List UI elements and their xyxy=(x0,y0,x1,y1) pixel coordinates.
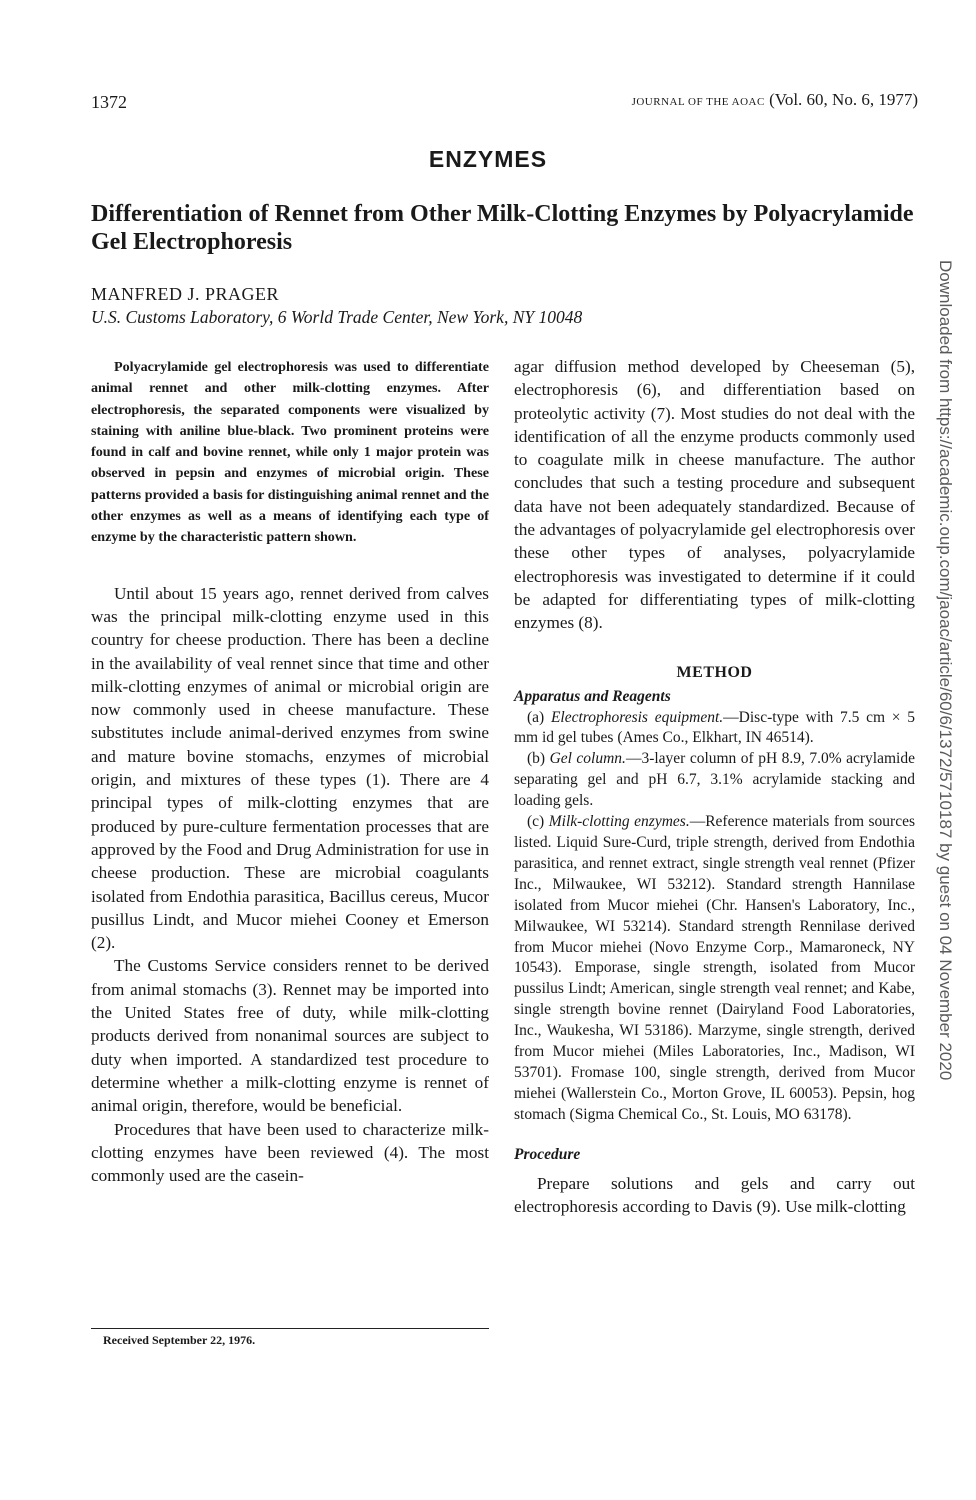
author-affiliation: U.S. Customs Laboratory, 6 World Trade Center, New York, NY 10048 xyxy=(91,307,583,327)
reagent-item xyxy=(514,749,915,812)
body-paragraph: The Customs Service considers rennet to be derived from animal stomachs (3). Rennet may be imported into the United States free of duty, while milk-clotting products derived from nonanimal sources are subject to duty when imported. A standardized test procedure to determine whether a milk-clotting enzyme is rennet of animal origin, therefore, would be beneficial. xyxy=(91,956,489,1116)
article-title: Differentiation of Rennet from Other Milk-Clotting Enzymes by Polyacrylamide Gel Electrophoresis xyxy=(91,201,914,255)
download-watermark xyxy=(935,260,955,1160)
item-label: (b) xyxy=(527,750,550,768)
reagent-item xyxy=(514,708,915,750)
item-label: (a) xyxy=(527,708,551,726)
apparatus-subheading: Apparatus and Reagents xyxy=(514,687,671,705)
volume-info: (Vol. 60, No. 6, 1977) xyxy=(769,90,918,109)
section-heading: ENZYMES xyxy=(428,146,548,172)
journal-name: JOURNAL OF THE AOAC xyxy=(631,96,765,108)
author-name: MANFRED J. PRAGER xyxy=(91,284,280,304)
procedure-paragraph: Prepare solutions and gels and carry out electrophoresis according to Davis (9). Use milk-clotting xyxy=(514,1173,915,1216)
body-paragraph: agar diffusion method developed by Cheeseman (5), electrophoresis (6), and differentiation based on proteolytic activity (7). Most studies do not deal with the identification of all the enzyme products commonly used to coagulate milk in cheese manufacture. The author concludes that such a testing procedure and subsequent data have not been adequately standardized. Because of the advantages of polyacrylamide gel electrophoresis over these other types of analyses, polyacrylamide electrophoresis was investigated to determine if it could be adapted for differentiating types of milk-clotting enzymes (8). xyxy=(514,357,915,633)
method-heading: METHOD xyxy=(676,663,753,681)
running-head xyxy=(632,90,918,110)
left-column xyxy=(91,357,489,1187)
abstract: Polyacrylamide gel electrophoresis was used to differentiate animal rennet and other milk-clotting enzymes. After electrophoresis, the separated components were visualized by staining with aniline blue-black. Two prominent proteins were found in calf and bovine rennet, while only 1 major protein was observed in pepsin and enzymes of microbial origin. These patterns provided a basis for distinguishing animal rennet and the other enzymes as well as a means of identifying each type of enzyme by the characteristic pattern shown. xyxy=(91,359,489,546)
item-text: —Disc-type with 7.5 cm × 5 mm id gel tubes (Ames Co., Elkhart, IN 46514). xyxy=(514,708,916,747)
item-name: Milk-clotting enzymes. xyxy=(548,813,690,831)
reagent-item xyxy=(514,812,915,1126)
body-paragraph: Procedures that have been used to characterize milk-clotting enzymes have been reviewed (4). The most commonly used are the casein- xyxy=(91,1119,489,1186)
right-column xyxy=(514,355,915,1218)
item-label: (c) xyxy=(527,813,549,831)
download-watermark-text: Downloaded from https://academic.oup.com/jaoac/article/60/6/1372/5710187 by guest on 04 November 2020 xyxy=(936,260,955,1081)
item-name: Electrophoresis equipment. xyxy=(550,708,724,726)
item-text: —3-layer column of pH 8.9, 7.0% acrylamide separating gel and pH 6.7, 3.1% acrylamide stacking and loading gels. xyxy=(514,750,915,810)
item-text: —Reference materials from sources listed. Liquid Sure-Curd, triple strength, derived from Endothia parasitica, and rennet extract, single strength veal rennet (Pfizer Inc., Milwaukee, WI 53212). Standard strength Hannilase isolated from Mucor miehei (Chr. Hansen's Laboratory, Inc., Milwaukee, WI 53214). Standard strength Rennilase derived from Mucor miehei (Novo Enzyme Corp., Mamaroneck, NY 10543). Emporase, single strength, isolated from Mucor pussilus Lindt; American, single strength veal rennet; and Kabe, single strength bovine rennet (Dairyland Food Laboratories, Inc., Waukesha, WI 53186). Marzyme, single strength, derived from Mucor miehei (Miles Laboratories, Inc., Madison, WI 53701). Fromase 100, single strength, derived from Mucor miehei (Wallerstein Co., Morton Grove, IL 60053). Pepsin, hog stomach (Sigma Chemical Co., St. Louis, MO 63178). xyxy=(514,813,916,1123)
footnote-rule xyxy=(91,1328,489,1329)
item-name: Gel column. xyxy=(549,750,626,768)
body-paragraph: Until about 15 years ago, rennet derived from calves was the principal milk-clotting enzyme used in this country for cheese production. There has been a decline in the availability of veal rennet since that time and other milk-clotting enzymes of animal or microbial origin are now commonly used in cheese manufacture. These substitutes include animal-derived enzymes from swine and mature bovine stomachs, enzymes of microbial origin, and mixtures of these types (1). There are 4 principal types of milk-clotting enzymes that are produced by pure-culture fermentation processes that are approved by the Food and Drug Administration for use in cheese production. These are microbial coagulants isolated from Endothia parasitica, Bacillus cereus, Mucor pusillus Lindt, and Mucor miehei Cooney et Emerson (2). xyxy=(91,583,489,953)
procedure-subheading: Procedure xyxy=(514,1145,581,1163)
page-number: 1372 xyxy=(91,92,127,112)
footnote: Received September 22, 1976. xyxy=(103,1333,256,1347)
